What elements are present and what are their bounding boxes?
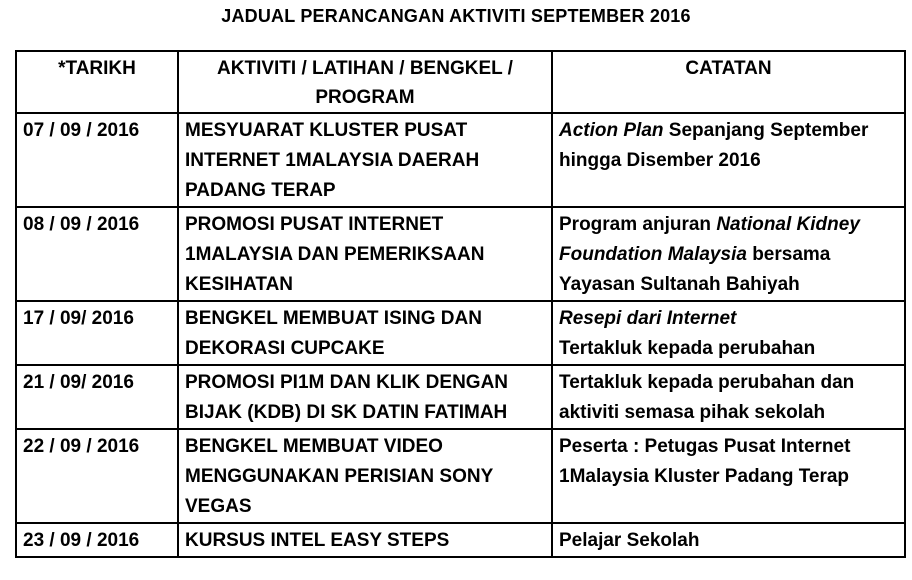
row-date: 23 / 09 / 2016 bbox=[16, 523, 178, 557]
row-activity: MESYUARAT KLUSTER PUSAT INTERNET 1MALAYSIA DAERAH PADANG TERAP bbox=[178, 113, 552, 207]
row-date: 08 / 09 / 2016 bbox=[16, 207, 178, 301]
note-italic-text: National Kidney Foundation Malaysia bbox=[559, 214, 860, 265]
row-activity: KURSUS INTEL EASY STEPS bbox=[178, 523, 552, 557]
note-text: bersama Yayasan Sultanah Bahiyah bbox=[559, 244, 831, 295]
note-text: Sepanjang September hingga Disember 2016 bbox=[559, 120, 869, 171]
row-note bbox=[552, 301, 905, 365]
note-italic-text: Resepi dari Internet bbox=[559, 308, 737, 329]
table-row bbox=[16, 301, 905, 365]
row-activity: PROMOSI PUSAT INTERNET 1MALAYSIA DAN PEMERIKSAAN KESIHATAN bbox=[178, 207, 552, 301]
row-date: 07 / 09 / 2016 bbox=[16, 113, 178, 207]
schedule-table bbox=[15, 50, 906, 558]
row-date: 21 / 09/ 2016 bbox=[16, 365, 178, 429]
table-header-row bbox=[16, 51, 905, 113]
row-note: Peserta : Petugas Pusat Internet 1Malaysia Kluster Padang Terap bbox=[552, 429, 905, 523]
row-note: Tertakluk kepada perubahan dan aktiviti semasa pihak sekolah bbox=[552, 365, 905, 429]
row-note bbox=[552, 207, 905, 301]
table-row bbox=[16, 365, 905, 429]
row-note bbox=[552, 113, 905, 207]
column-header-date: *TARIKH bbox=[16, 51, 178, 113]
note-text: Program anjuran bbox=[559, 214, 717, 235]
table-row bbox=[16, 113, 905, 207]
row-activity: PROMOSI PI1M DAN KLIK DENGAN BIJAK (KDB) DI SK DATIN FATIMAH bbox=[178, 365, 552, 429]
row-activity: BENGKEL MEMBUAT ISING DAN DEKORASI CUPCAKE bbox=[178, 301, 552, 365]
row-date: 17 / 09/ 2016 bbox=[16, 301, 178, 365]
row-date: 22 / 09 / 2016 bbox=[16, 429, 178, 523]
column-header-activity: AKTIVITI / LATIHAN / BENGKEL / PROGRAM bbox=[178, 51, 552, 113]
note-italic-text: Action Plan bbox=[559, 120, 664, 141]
row-note: Pelajar Sekolah bbox=[552, 523, 905, 557]
column-header-notes: CATATAN bbox=[552, 51, 905, 113]
row-activity: BENGKEL MEMBUAT VIDEO MENGGUNAKAN PERISIAN SONY VEGAS bbox=[178, 429, 552, 523]
table-row bbox=[16, 207, 905, 301]
page-title: JADUAL PERANCANGAN AKTIVITI SEPTEMBER 2016 bbox=[221, 6, 691, 26]
table-row bbox=[16, 523, 905, 557]
table-row bbox=[16, 429, 905, 523]
note-text: Tertakluk kepada perubahan bbox=[559, 338, 816, 359]
